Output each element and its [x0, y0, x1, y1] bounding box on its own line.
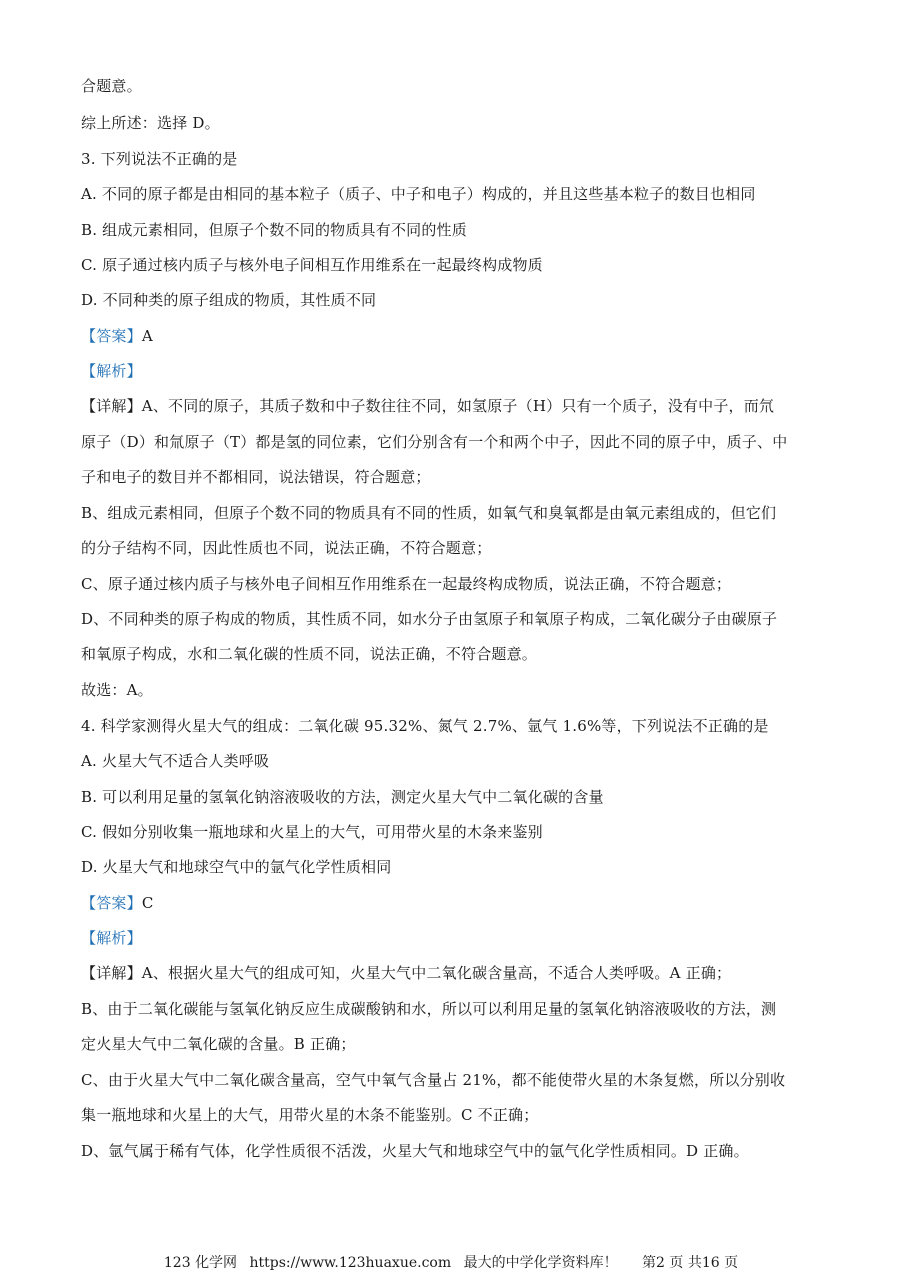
line-text: C、由于火星大气中二氧化碳含量高，空气中氧气含量占 21%，都不能使带火星的木条复燃，所以分别收	[81, 1071, 786, 1089]
answer-label: 【答案】	[81, 327, 142, 345]
text-line	[81, 644, 842, 664]
line-text: A. 火星大气不适合人类呼吸	[81, 752, 270, 770]
text-line	[81, 290, 842, 310]
line-text: C. 假如分别收集一瓶地球和火星上的大气，可用带火星的木条来鉴别	[81, 823, 543, 841]
footer-slogan: 最大的中学化学资料库！	[463, 1255, 618, 1271]
footer-site-name: 123 化学网	[163, 1255, 238, 1271]
text-line	[81, 680, 842, 700]
text-line	[81, 857, 842, 877]
answer-line	[81, 326, 842, 346]
text-line	[81, 76, 842, 96]
line-text: D. 不同种类的原子组成的物质，其性质不同	[81, 291, 377, 309]
text-line	[81, 1070, 842, 1090]
line-text: 4. 科学家测得火星大气的组成：二氧化碳 95.32%、氮气 2.7%、氩气 1.6%等，下列说法不正确的是	[81, 717, 769, 735]
line-text: C、原子通过核内质子与核外电子间相互作用维系在一起最终构成物质，说法正确，不符合题意；	[81, 575, 732, 593]
line-text: 故选：A。	[81, 681, 153, 699]
line-text: B、组成元素相同，但原子个数不同的物质具有不同的性质，如氧气和臭氧都是由氧元素组成的，但它们	[81, 504, 777, 522]
line-text: D、氩气属于稀有气体，化学性质很不活泼，火星大气和地球空气中的氩气化学性质相同。D 正确。	[81, 1142, 749, 1160]
line-text: A. 不同的原子都是由相同的基本粒子（质子、中子和电子）构成的，并且这些基本粒子的数目也相同	[81, 185, 756, 203]
text-line	[81, 1105, 842, 1125]
text-line	[81, 149, 842, 169]
page-footer	[0, 1254, 902, 1272]
text-line	[81, 220, 842, 240]
line-text: C. 原子通过核内质子与核外电子间相互作用维系在一起最终构成物质	[81, 256, 543, 274]
line-text: B. 可以利用足量的氢氧化钠溶液吸收的方法，测定火星大气中二氧化碳的含量	[81, 788, 604, 806]
analysis-heading	[81, 928, 842, 948]
line-text: B. 组成元素相同，但原子个数不同的物质具有不同的性质	[81, 221, 467, 239]
line-text: 原子（D）和氚原子（T）都是氢的同位素，它们分别含有一个和两个中子，因此不同的原子中，质子、中	[81, 433, 788, 451]
text-line	[81, 609, 842, 629]
answer-label: 【答案】	[81, 894, 142, 912]
line-text: 合题意。	[81, 77, 142, 95]
text-line	[81, 1141, 842, 1161]
text-line	[81, 822, 842, 842]
analysis-label: 【解析】	[81, 362, 142, 380]
line-text: 3. 下列说法不正确的是	[81, 150, 238, 168]
line-text: 子和电子的数目并不都相同，说法错误，符合题意；	[81, 468, 431, 486]
text-line	[81, 963, 842, 983]
text-line	[81, 255, 842, 275]
text-line	[81, 716, 842, 736]
line-text: D、不同种类的原子构成的物质，其性质不同，如水分子由氢原子和氧原子构成，二氧化碳分子由碳原子	[81, 610, 778, 628]
line-text: 【详解】A、根据火星大气的组成可知，火星大气中二氧化碳含量高，不适合人类呼吸。A 正确；	[81, 964, 732, 982]
line-text: B、由于二氧化碳能与氢氧化钠反应生成碳酸钠和水，所以可以利用足量的氢氧化钠溶液吸收的方法，测	[81, 1000, 777, 1018]
text-line	[81, 467, 842, 487]
line-text: 综上所述：选择 D。	[81, 114, 220, 132]
text-line	[81, 538, 842, 558]
text-line	[81, 113, 842, 133]
text-line	[81, 184, 842, 204]
analysis-heading	[81, 361, 842, 381]
text-line	[81, 432, 842, 452]
text-line	[81, 503, 842, 523]
line-text: 定火星大气中二氧化碳的含量。B 正确；	[81, 1035, 356, 1053]
line-text: D. 火星大气和地球空气中的氩气化学性质相同	[81, 858, 392, 876]
text-line	[81, 574, 842, 594]
footer-page-number: 第2 页 共16 页	[642, 1255, 739, 1271]
text-line	[81, 751, 842, 771]
text-line	[81, 396, 842, 416]
text-line	[81, 999, 842, 1019]
line-text: 和氧原子构成，水和二氧化碳的性质不同，说法正确，不符合题意。	[81, 645, 538, 663]
line-text: 集一瓶地球和火星上的大气，用带火星的木条不能鉴别。C 不正确；	[81, 1106, 539, 1124]
line-text: 的分子结构不同，因此性质也不同，说法正确，不符合题意；	[81, 539, 492, 557]
text-line	[81, 787, 842, 807]
text-line	[81, 1034, 842, 1054]
line-text: 【详解】A、不同的原子，其质子数和中子数往往不同，如氢原子（H）只有一个质子，没有中子，而氘	[81, 397, 775, 415]
analysis-label: 【解析】	[81, 929, 142, 947]
answer-line	[81, 893, 842, 913]
line-text: A	[141, 327, 153, 345]
footer-url-link[interactable]: https://www.123huaxue.com	[249, 1255, 452, 1271]
line-text: C	[141, 894, 154, 912]
